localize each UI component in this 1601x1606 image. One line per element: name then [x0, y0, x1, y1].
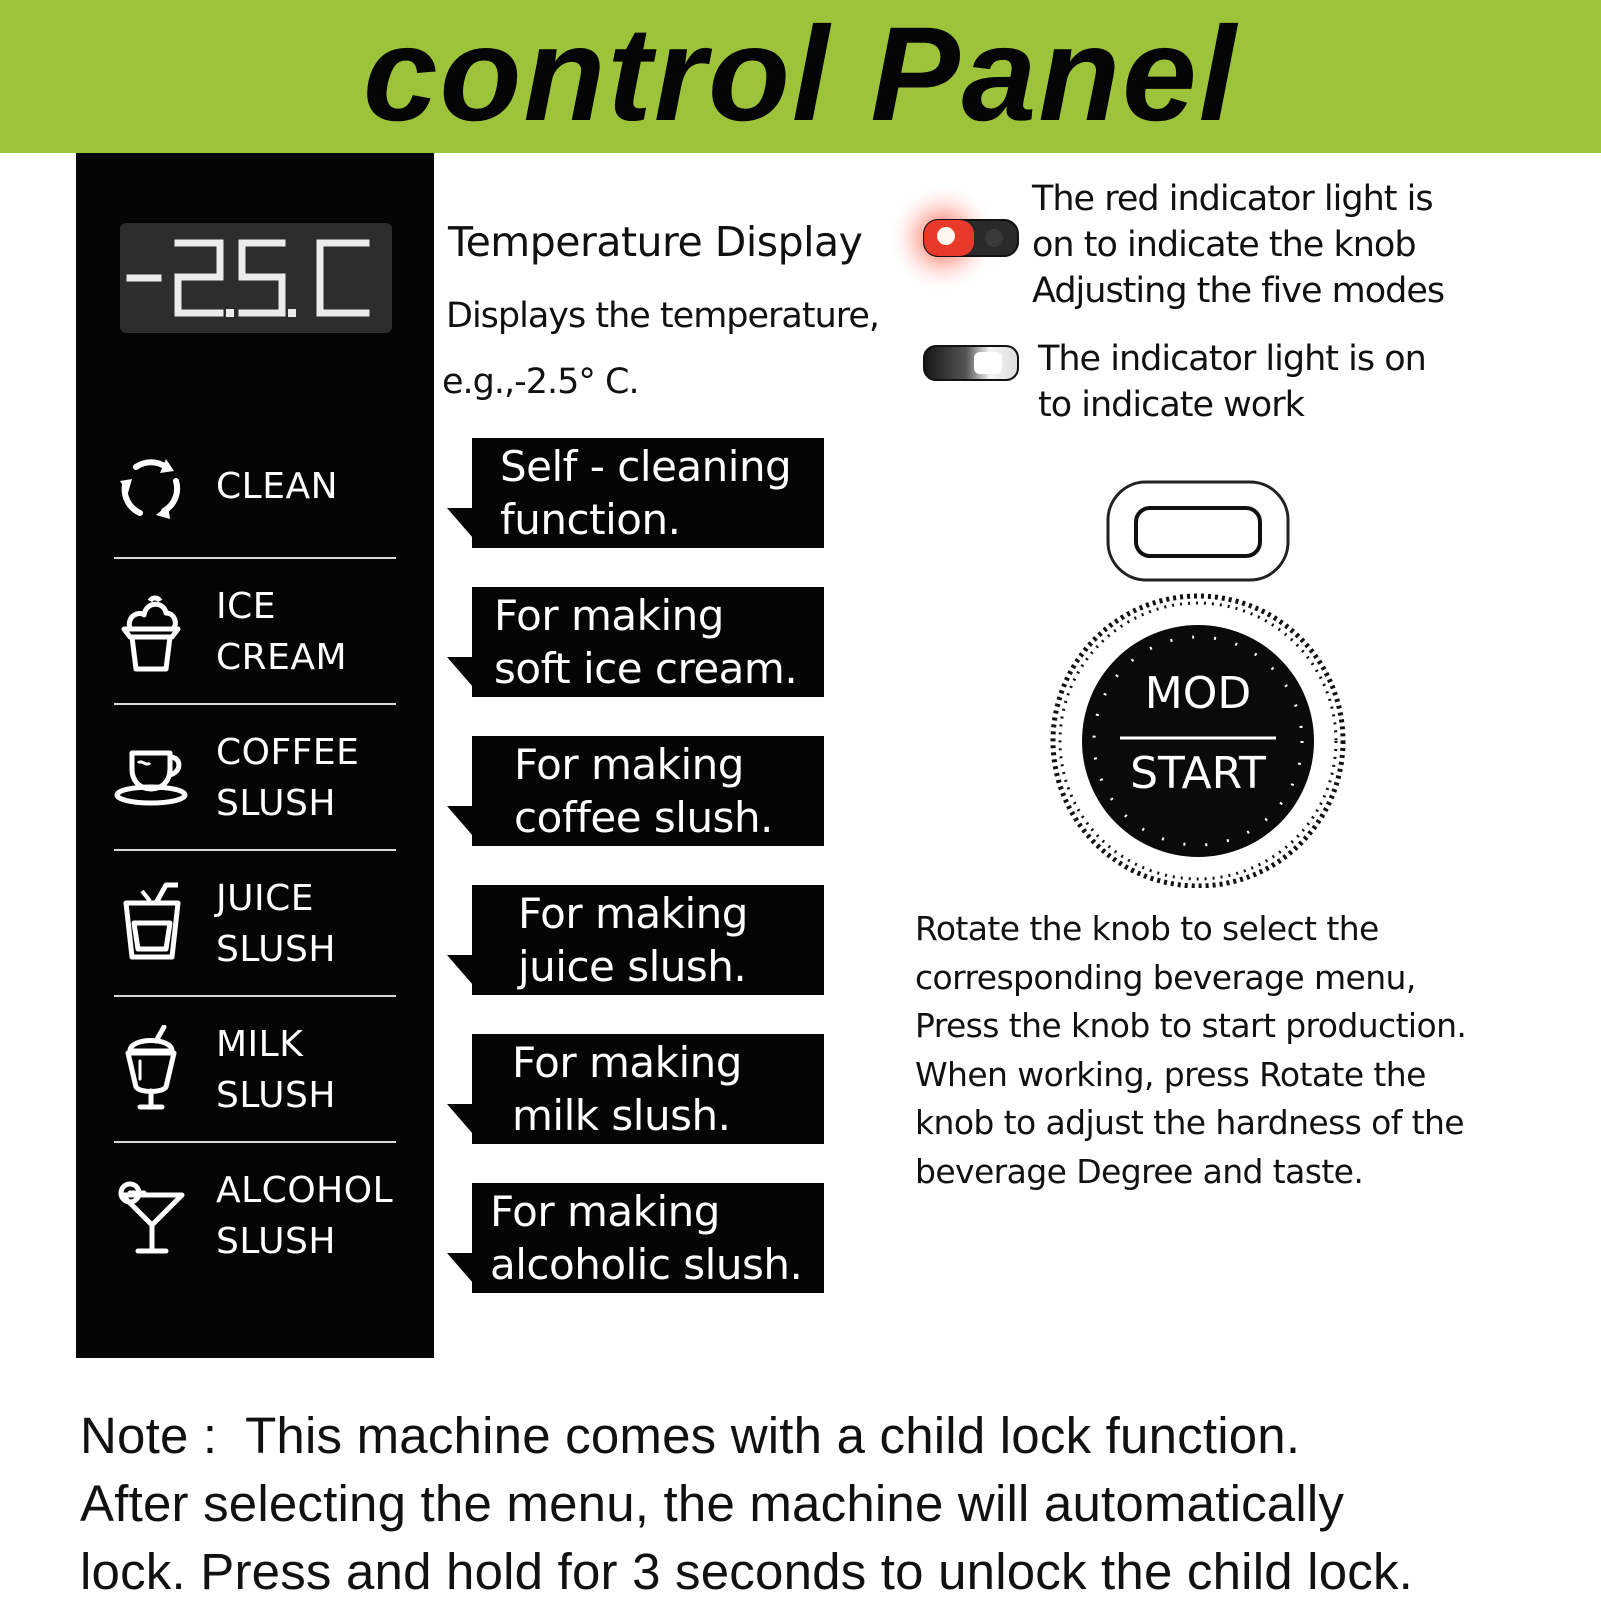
- callout-line: For making: [490, 1187, 720, 1236]
- instruction-line: corresponding beverage menu,: [915, 957, 1416, 997]
- temperature-display: [120, 223, 392, 333]
- mode-label-line: CLEAN: [216, 465, 338, 507]
- indicator-line: The indicator light is on: [1038, 339, 1426, 379]
- knob-start-label: START: [1130, 748, 1266, 799]
- header-banner: [0, 0, 1601, 153]
- instruction-line: Rotate the knob to select the: [915, 909, 1379, 948]
- mode-label-line: SLUSH: [216, 783, 336, 824]
- callout-line: milk slush.: [512, 1091, 731, 1140]
- instruction-line: When working, press Rotate the: [915, 1054, 1426, 1094]
- callout-line: For making: [514, 740, 744, 789]
- juice-glass-icon: [116, 851, 190, 997]
- white-indicator-description: [1038, 336, 1426, 428]
- mode-label-line: ALCOHOL: [216, 1170, 394, 1211]
- instruction-line: knob to adjust the hardness of the: [915, 1103, 1465, 1142]
- mode-label: [216, 559, 436, 705]
- note-line: After selecting the menu, the machine will automatically: [80, 1475, 1345, 1532]
- mode-clean[interactable]: [114, 413, 396, 559]
- mode-label-line: SLUSH: [216, 1221, 336, 1262]
- knob-assembly: [1040, 478, 1360, 888]
- callout-line: juice slush.: [518, 942, 747, 991]
- temperature-line: e.g.,-2.5° C.: [442, 362, 639, 402]
- note-line: lock. Press and hold for 3 seconds to unlock the child lock.: [80, 1543, 1414, 1600]
- temperature-line: Displays the temperature,: [446, 296, 880, 336]
- mode-juice-slush[interactable]: [114, 851, 396, 997]
- callout-line: alcoholic slush.: [490, 1240, 803, 1289]
- mode-label-line: COFFEE: [216, 732, 360, 773]
- callout-line: function.: [500, 495, 681, 544]
- mode-coffee-slush[interactable]: [114, 705, 396, 851]
- mode-label-line: ICE: [216, 586, 276, 627]
- page-title: control Panel: [363, 0, 1238, 149]
- display-window: [1108, 482, 1288, 580]
- callout-alcohol-slush: [472, 1183, 824, 1293]
- callout-line: For making: [512, 1038, 742, 1087]
- mode-label-line: JUICE: [216, 878, 314, 919]
- callout-clean: [472, 438, 824, 548]
- callout-milk-slush: [472, 1034, 824, 1144]
- mode-start-knob[interactable]: [1053, 596, 1343, 886]
- mode-label: [216, 413, 436, 559]
- indicator-line: Adjusting the five modes: [1032, 271, 1445, 311]
- cocktail-icon: [116, 1143, 190, 1289]
- callout-line: soft ice cream.: [494, 644, 798, 693]
- callout-line: For making: [494, 591, 724, 640]
- mode-ice-cream[interactable]: [114, 559, 396, 705]
- red-indicator-description: [1032, 176, 1444, 314]
- callout-line: coffee slush.: [514, 793, 773, 842]
- mode-label: [216, 851, 436, 997]
- ice-cream-icon: [116, 559, 190, 705]
- indicator-line: on to indicate the knob: [1032, 225, 1416, 265]
- instruction-line: Press the knob to start production.: [915, 1006, 1467, 1045]
- child-lock-note: [80, 1402, 1580, 1606]
- mode-label: [216, 997, 436, 1143]
- note-line: Note : This machine comes with a child lock function.: [80, 1407, 1301, 1464]
- callout-juice-slush: [472, 885, 824, 995]
- white-indicator-light: [924, 346, 1018, 380]
- mode-label: [216, 1143, 436, 1289]
- knob-mod-label: MOD: [1144, 668, 1252, 719]
- milkshake-icon: [116, 997, 190, 1143]
- callout-ice-cream: [472, 587, 824, 697]
- instruction-line: beverage Degree and taste.: [915, 1151, 1364, 1191]
- recycle-icon: [116, 413, 190, 559]
- mode-label-line: CREAM: [216, 637, 348, 678]
- callout-line: Self - cleaning: [500, 442, 792, 491]
- indicator-lights: [888, 180, 1028, 400]
- coffee-cup-icon: [116, 705, 190, 851]
- temperature-display-title: Temperature Display: [448, 218, 863, 266]
- mode-alcohol-slush[interactable]: [114, 1143, 396, 1289]
- mode-label-line: SLUSH: [216, 1075, 336, 1116]
- callout-coffee-slush: [472, 736, 824, 846]
- callout-line: For making: [518, 889, 748, 938]
- mode-label-line: SLUSH: [216, 929, 336, 970]
- seven-segment-readout: [120, 223, 392, 333]
- indicator-line: to indicate work: [1038, 385, 1304, 425]
- indicator-line: The red indicator light is: [1032, 179, 1433, 219]
- control-panel: [76, 153, 434, 1358]
- mode-label-line: MILK: [216, 1024, 304, 1065]
- temperature-display-description: [442, 283, 926, 415]
- mode-label: [216, 705, 436, 851]
- red-indicator-light: [888, 183, 1018, 293]
- mode-milk-slush[interactable]: [114, 997, 396, 1143]
- knob-instructions: [915, 905, 1495, 1196]
